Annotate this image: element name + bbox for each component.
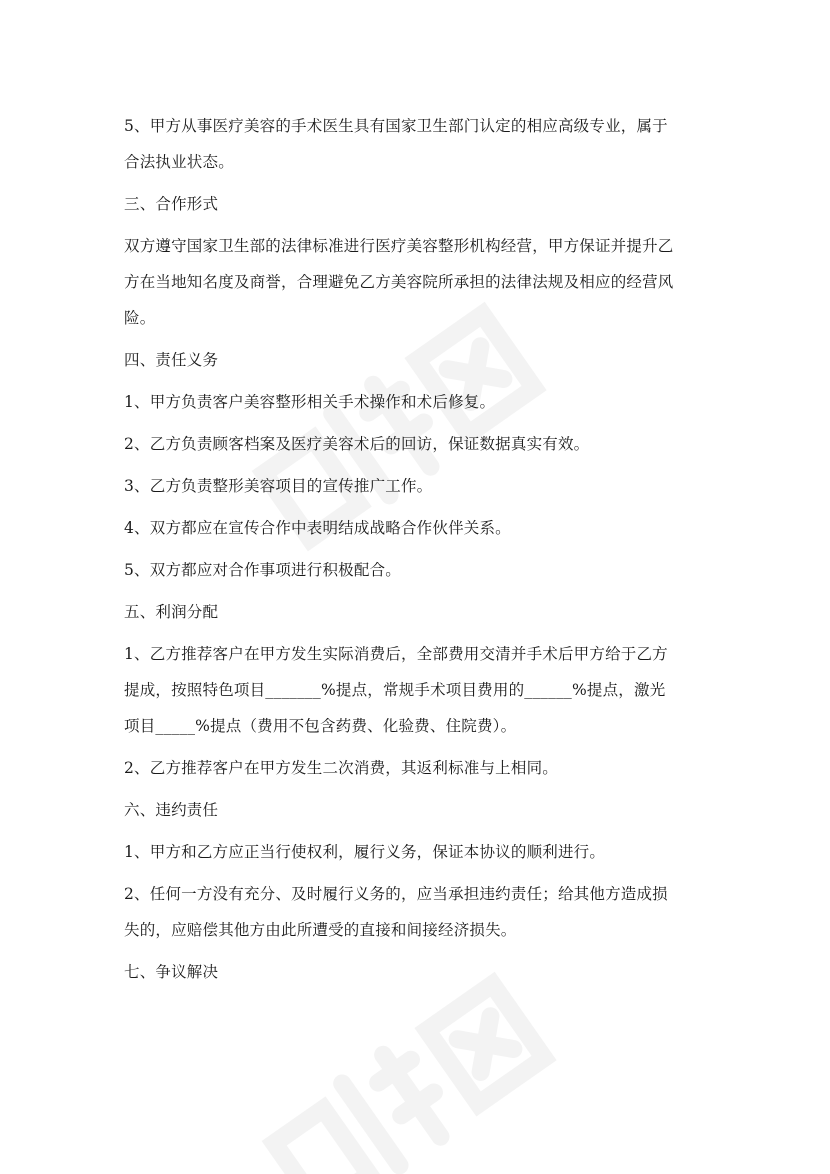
text-line: 3、乙方负责整形美容项目的宣传推广工作。 <box>124 477 433 495</box>
text-line: 5、双方都应对合作事项进行积极配合。 <box>124 561 401 579</box>
text-line: 提成，按照特色项目_______%提点，常规手术项目费用的______%提点，激光 <box>124 681 666 699</box>
watermark-band-bottom <box>268 980 547 1174</box>
text-line: 失的，应赔偿其他方由此所遭受的直接和间接经济损失。 <box>124 921 517 939</box>
paragraph-item-5-doctor-qualification <box>124 108 714 180</box>
section-heading-cooperation-form <box>124 186 714 222</box>
paragraph-profit-1 <box>124 636 714 744</box>
text-line: 双方遵守国家卫生部的法律标准进行医疗美容整形机构经营，甲方保证并提升乙 <box>124 237 674 255</box>
section-heading-dispute-resolution <box>124 954 714 990</box>
section-heading-responsibilities <box>124 342 714 378</box>
text-line: 1、乙方推荐客户在甲方发生实际消费后，全部费用交清并手术后甲方给于乙方 <box>124 645 668 663</box>
text-line: 2、乙方负责顾客档案及医疗美容术后的回访，保证数据真实有效。 <box>124 435 590 453</box>
text-line: 险。 <box>124 309 156 327</box>
heading-text: 四、责任义务 <box>124 351 219 369</box>
heading-text: 七、争议解决 <box>124 963 219 981</box>
text-line: 方在当地知名度及商誉，合理避免乙方美容院所承担的法律法规及相应的经营风 <box>124 273 674 291</box>
text-line: 1、甲方负责客户美容整形相关手术操作和术后修复。 <box>124 393 496 411</box>
heading-text: 三、合作形式 <box>124 195 219 213</box>
text-line: 1、甲方和乙方应正当行使权利，履行义务，保证本协议的顺利进行。 <box>124 843 606 861</box>
paragraph-liability-2 <box>124 876 714 948</box>
paragraph-liability-1 <box>124 834 714 870</box>
paragraph-responsibility-4 <box>124 510 714 546</box>
heading-text: 六、违约责任 <box>124 801 219 819</box>
paragraph-responsibility-3 <box>124 468 714 504</box>
text-line: 2、任何一方没有充分、及时履行义务的，应当承担违约责任；给其他方造成损 <box>124 885 668 903</box>
document-body <box>124 108 714 996</box>
text-line: 2、乙方推荐客户在甲方发生二次消费，其返利标准与上相同。 <box>124 759 558 777</box>
text-line: 4、双方都应在宣传合作中表明结成战略合作伙伴关系。 <box>124 519 511 537</box>
text-line: 5、甲方从事医疗美容的手术医生具有国家卫生部门认定的相应高级专业，属于 <box>124 117 668 135</box>
paragraph-responsibility-2 <box>124 426 714 462</box>
section-heading-liability <box>124 792 714 828</box>
paragraph-responsibility-1 <box>124 384 714 420</box>
paragraph-responsibility-5 <box>124 552 714 588</box>
heading-text: 五、利润分配 <box>124 603 219 621</box>
text-line: 合法执业状态。 <box>124 153 234 171</box>
section-heading-profit-distribution <box>124 594 714 630</box>
paragraph-cooperation-form <box>124 228 714 336</box>
text-line: 项目_____%提点（费用不包含药费、化验费、住院费）。 <box>124 717 517 735</box>
paragraph-profit-2 <box>124 750 714 786</box>
